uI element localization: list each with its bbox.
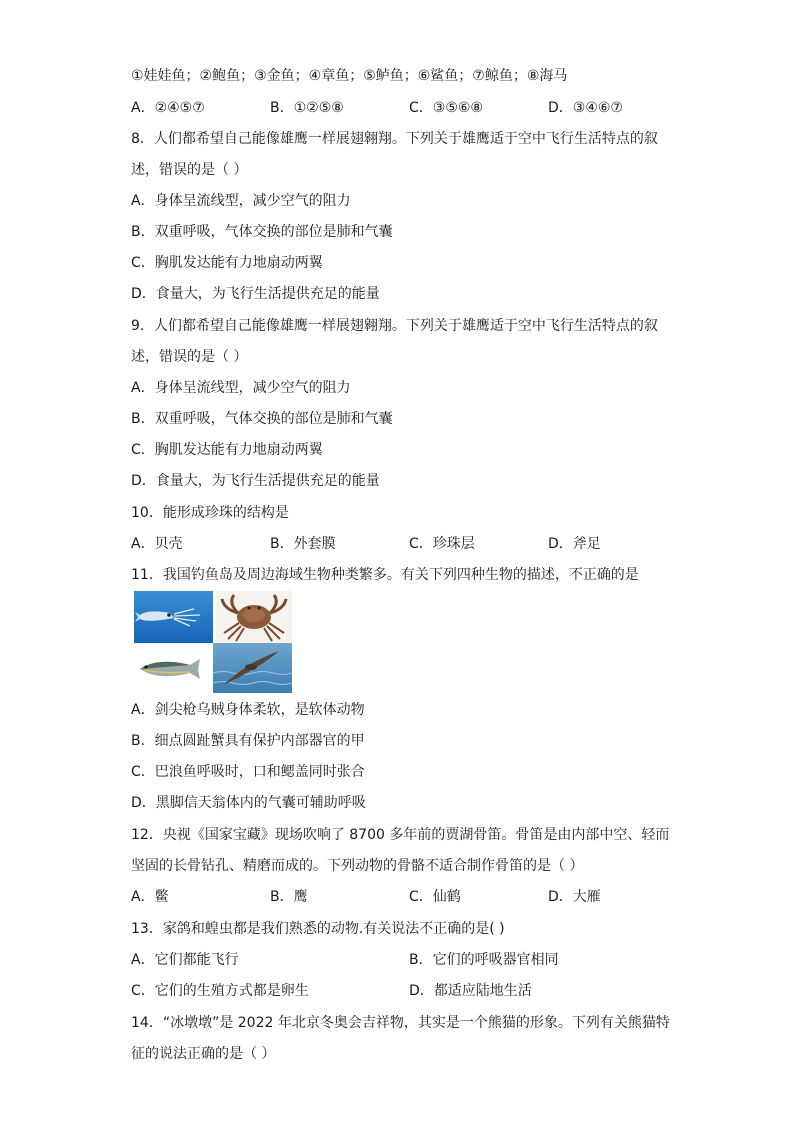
q11-option-b[interactable]: B．细点圆趾蟹具有保护内部器官的甲 [131, 733, 365, 749]
q13-option-c[interactable]: C．它们的生殖方式都是卵生 [131, 983, 309, 999]
q13-option-b[interactable]: B．它们的呼吸器官相同 [409, 952, 559, 968]
squid-image [134, 591, 213, 643]
q12-option-d[interactable]: D．大雁 [548, 889, 601, 905]
q11-option-c[interactable]: C．巴浪鱼呼吸时，口和鳃盖同时张合 [131, 764, 365, 780]
q7-option-d[interactable]: D．③④⑥⑦ [548, 100, 623, 116]
q9-stem-line1: 9．人们都希望自己能像雄鹰一样展翅翱翔。下列关于雄鹰适于空中飞行生活特点的叙 [131, 318, 658, 334]
q10-option-d[interactable]: D．斧足 [548, 536, 601, 552]
q12-option-a[interactable]: A．鳖 [131, 889, 169, 905]
q11-option-a[interactable]: A．剑尖枪乌贼身体柔软，是软体动物 [131, 702, 365, 718]
q7-option-c[interactable]: C．③⑤⑥⑧ [409, 100, 483, 116]
q12-stem-line1: 12．央视《国家宝藏》现场吹响了 8700 多年前的贾湖骨笛。骨笛是由内部中空、轻而 [131, 827, 670, 843]
q7-items: ①娃娃鱼；②鲍鱼；③金鱼；④章鱼；⑤鲈鱼；⑥鲨鱼；⑦鲸鱼；⑧海马 [131, 68, 568, 84]
q14-stem-line2: 征的说法正确的是（ ） [131, 1046, 276, 1062]
q12-option-c[interactable]: C．仙鹤 [409, 889, 461, 905]
q7-option-a[interactable]: A．②④⑤⑦ [131, 100, 205, 116]
q9-stem-line2: 述，错误的是（ ） [131, 349, 248, 365]
q11-option-d[interactable]: D．黑脚信天翁体内的气囊可辅助呼吸 [131, 795, 366, 811]
q8-option-c[interactable]: C．胸肌发达能有力地扇动两翼 [131, 255, 323, 271]
q10-stem: 10．能形成珍珠的结构是 [131, 505, 289, 521]
q8-stem-line2: 述，错误的是（ ） [131, 162, 248, 178]
q8-option-b[interactable]: B．双重呼吸，气体交换的部位是肺和气囊 [131, 224, 393, 240]
q11-stem: 11．我国钓鱼岛及周边海域生物种类繁多。有关下列四种生物的描述，不正确的是 [131, 567, 639, 583]
q9-option-b[interactable]: B．双重呼吸，气体交换的部位是肺和气囊 [131, 411, 393, 427]
q9-option-d[interactable]: D．食量大，为飞行生活提供充足的能量 [131, 473, 380, 489]
q9-option-a[interactable]: A．身体呈流线型，减少空气的阻力 [131, 380, 351, 396]
q10-option-b[interactable]: B．外套膜 [270, 536, 336, 552]
q8-option-d[interactable]: D．食量大，为飞行生活提供充足的能量 [131, 286, 380, 302]
crab-image [216, 591, 292, 643]
q12-option-b[interactable]: B．鹰 [270, 889, 308, 905]
q8-option-a[interactable]: A．身体呈流线型，减少空气的阻力 [131, 193, 351, 209]
q9-option-c[interactable]: C．胸肌发达能有力地扇动两翼 [131, 442, 323, 458]
q7-option-b[interactable]: B．①②⑤⑧ [270, 100, 344, 116]
q10-option-c[interactable]: C．珍珠层 [409, 536, 475, 552]
q13-option-a[interactable]: A．它们都能飞行 [131, 952, 239, 968]
q10-option-a[interactable]: A．贝壳 [131, 536, 183, 552]
q12-stem-line2: 坚固的长骨钻孔、精磨而成的。下列动物的骨骼不适合制作骨笛的是（ ） [131, 858, 584, 874]
albatross-image [213, 643, 292, 693]
q14-stem-line1: 14．“冰墩墩”是 2022 年北京冬奥会吉祥物，其实是一个熊猫的形象。下列有关熊猫特 [131, 1015, 670, 1031]
q8-stem-line1: 8．人们都希望自己能像雄鹰一样展翅翱翔。下列关于雄鹰适于空中飞行生活特点的叙 [131, 131, 658, 147]
fish-image [134, 645, 213, 693]
q13-stem: 13．家鸽和蝗虫都是我们熟悉的动物.有关说法不正确的是( ) [131, 921, 505, 937]
q13-option-d[interactable]: D．都适应陆地生活 [409, 983, 532, 999]
